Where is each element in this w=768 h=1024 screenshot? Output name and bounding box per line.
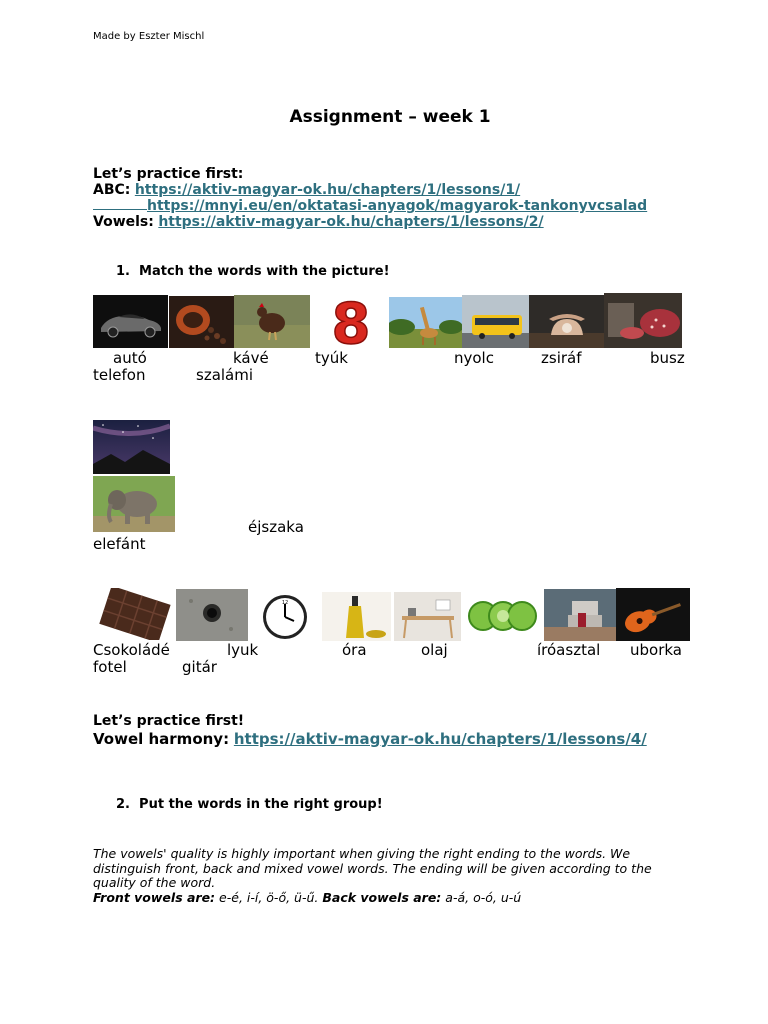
clock-image	[259, 592, 311, 642]
oil-image	[322, 592, 391, 641]
vowels-line	[93, 214, 544, 230]
vowel-harmony-link[interactable]: https://aktiv-magyar-ok.hu/chapters/1/lessons/4/	[233, 730, 647, 748]
vowels-label: Vowels:	[93, 214, 154, 230]
word-fotel: fotel	[93, 658, 127, 676]
bus-image	[462, 295, 529, 348]
vowel-harmony-line	[93, 730, 647, 748]
abc-line-2	[93, 198, 647, 214]
word-ejszaka: éjszaka	[248, 518, 304, 536]
author-credit: Made by Eszter Mischl	[93, 31, 205, 42]
word-olaj: olaj	[421, 641, 448, 659]
word-telefon: telefon	[93, 366, 146, 384]
svg-text:12: 12	[281, 600, 289, 606]
hen-image	[234, 295, 310, 348]
practice-heading-2: Let’s practice first!	[93, 713, 245, 729]
word-busz: busz	[650, 349, 685, 367]
task-2-number: 2.	[116, 797, 130, 812]
salami-image	[604, 293, 682, 348]
front-vowels-values: e-é, i-í, ö-ő, ü-ű.	[219, 889, 319, 905]
abc-link-1[interactable]: https://aktiv-magyar-ok.hu/chapters/1/lessons/1/	[134, 182, 521, 198]
hole-image	[176, 589, 248, 641]
task-2-heading	[116, 797, 383, 812]
telephone-image	[529, 295, 604, 348]
word-lyuk: lyuk	[227, 641, 259, 659]
desk-image	[394, 592, 461, 641]
front-vowels-label: Front vowels are:	[93, 889, 216, 905]
practice-heading-1: Let’s practice first:	[93, 166, 244, 182]
coffee-image	[169, 296, 234, 348]
word-iroasztal: íróasztal	[537, 641, 601, 659]
abc-line	[93, 182, 520, 198]
task-1-number: 1.	[116, 264, 130, 279]
word-uborka: uborka	[630, 641, 682, 659]
chocolate-image	[96, 588, 173, 640]
word-elefant: elefánt	[93, 535, 146, 553]
armchair-image	[544, 589, 616, 641]
car-image	[93, 295, 168, 348]
word-zsiraf: zsiráf	[541, 349, 582, 367]
abc-link-2[interactable]: https://mnyi.eu/en/oktatasi-anyagok/magyarok-tankonyvcsalad	[147, 198, 648, 214]
word-kave: kávé	[233, 349, 269, 367]
guitar-image	[616, 588, 690, 641]
task-2-text: Put the words in the right group!	[139, 797, 383, 812]
cucumber-image	[465, 592, 540, 641]
elephant-image	[93, 476, 175, 532]
word-auto: autó	[113, 349, 147, 367]
number-eight-image	[326, 293, 376, 349]
svg-text:8: 8	[331, 293, 371, 349]
link-underline-lead	[93, 198, 147, 210]
vowel-harmony-label: Vowel harmony:	[93, 730, 230, 748]
giraffe-image	[389, 297, 462, 348]
task-1-heading	[116, 264, 390, 279]
paragraph-text: The vowels' quality is highly important when giving the right ending to the words. We distinguish front, back and mixed vowel words. The ending will be given according to the quality of the word.	[93, 846, 652, 890]
vowels-link[interactable]: https://aktiv-magyar-ok.hu/chapters/1/lessons/2/	[158, 214, 544, 230]
task-1-text: Match the words with the picture!	[139, 264, 390, 279]
word-szalami: szalámi	[196, 366, 254, 384]
night-sky-image	[93, 420, 170, 474]
word-ora: óra	[342, 641, 367, 659]
word-nyolc: nyolc	[454, 349, 494, 367]
word-gitar: gitár	[182, 658, 217, 676]
page-title: Assignment – week 1	[289, 107, 491, 127]
word-tyuk: tyúk	[315, 349, 348, 367]
back-vowels-values: a-á, o-ó, u-ú	[445, 889, 522, 905]
abc-label: ABC:	[93, 182, 131, 198]
back-vowels-label: Back vowels are:	[322, 889, 442, 905]
word-csokolade: Csokoládé	[93, 641, 170, 659]
vowel-quality-paragraph	[93, 847, 683, 905]
